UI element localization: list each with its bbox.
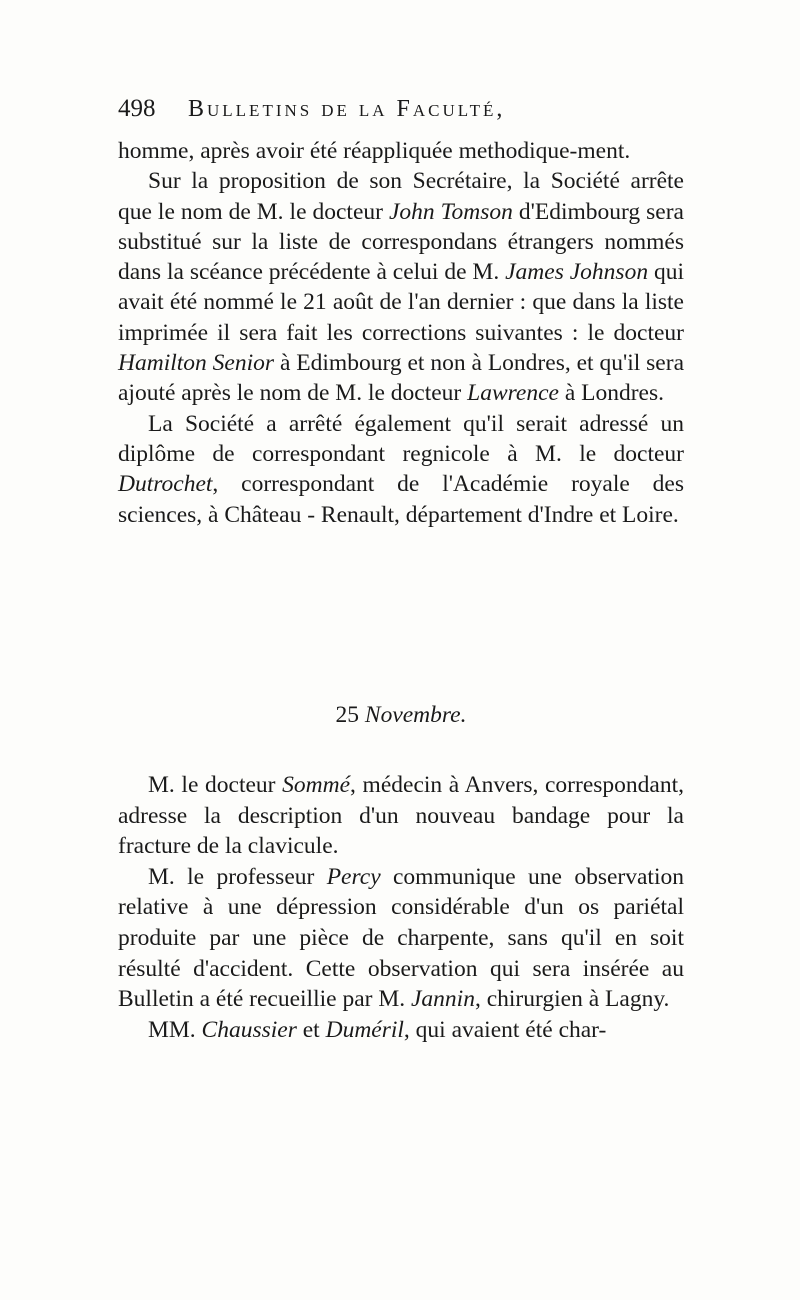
dateline-day: 25 bbox=[335, 702, 360, 728]
running-title: Bulletins de la Faculté, bbox=[188, 96, 506, 122]
page-header bbox=[118, 92, 693, 126]
text-run: et bbox=[296, 1016, 326, 1043]
italic-name: James Johnson bbox=[505, 259, 649, 286]
italic-name: Jannin bbox=[410, 986, 475, 1013]
italic-name: Dutrochet bbox=[118, 471, 213, 498]
italic-name: Hamilton Senior bbox=[118, 350, 275, 377]
dateline-month: Novembre. bbox=[364, 702, 467, 728]
text-run: , chirurgien à Lagny. bbox=[474, 986, 670, 1013]
italic-name: Sommé bbox=[282, 772, 351, 798]
text-run: homme, après avoir été réappliquée methodique-ment. bbox=[118, 138, 631, 164]
italic-name: Chaussier bbox=[201, 1016, 297, 1043]
italic-name: John Tomson bbox=[388, 198, 513, 225]
text-run: Sur la proposition de son Secrétaire, la Société arrête que le nom de M. le docteur bbox=[118, 168, 684, 225]
text-run: qui avait été nommé le 21 août de l'an dernier : que dans la liste imprimée il sera fait les corrections suivantes : le docteur bbox=[118, 259, 685, 346]
paragraph bbox=[118, 1015, 684, 1046]
italic-name: Percy bbox=[326, 863, 381, 890]
paragraph bbox=[118, 770, 684, 862]
paragraph bbox=[118, 136, 684, 166]
text-run: M. le professeur bbox=[148, 863, 327, 890]
italic-name: Lawrence bbox=[467, 380, 559, 407]
text-run: , qui avaient été char- bbox=[403, 1016, 607, 1043]
dateline bbox=[118, 700, 684, 730]
text-run: d'Edimbourg sera substitué sur la liste de correspondans étrangers nommés dans la scéance précédente à celui de M. bbox=[118, 198, 684, 286]
italic-name: Duméril bbox=[325, 1016, 404, 1043]
text-run: M. le docteur bbox=[148, 772, 283, 798]
text-run: à Londres. bbox=[558, 380, 664, 407]
paragraph bbox=[118, 409, 684, 530]
body-text-top bbox=[118, 136, 684, 530]
text-run: communique une observation relative à une dépression considérable d'un os pariétal produite par une pièce de charpente, sans qu'il en soit résulté d'accident. Cette observation qui sera insérée au Bulletin a été recueillie par M. bbox=[118, 863, 684, 1013]
text-run: , correspondant de l'Académie royale des sciences, à Château - Renault, département d'Indre et Loire. bbox=[118, 471, 684, 528]
text-run: La Société a arrêté également qu'il serait adressé un diplôme de correspondant regnicole à M. le docteur bbox=[118, 410, 684, 467]
page-number: 498 bbox=[118, 95, 156, 122]
text-run: à Edimbourg et non à Londres, et qu'il sera ajouté après le nom de M. le docteur bbox=[118, 350, 684, 407]
text-run: MM. bbox=[148, 1016, 202, 1043]
text-run: , médecin à Anvers, correspondant, adresse la description d'un nouveau bandage pour la fracture de la clavicule. bbox=[118, 772, 684, 860]
body-text-bottom bbox=[118, 770, 684, 1045]
paragraph bbox=[118, 862, 684, 1015]
paragraph bbox=[118, 166, 684, 408]
